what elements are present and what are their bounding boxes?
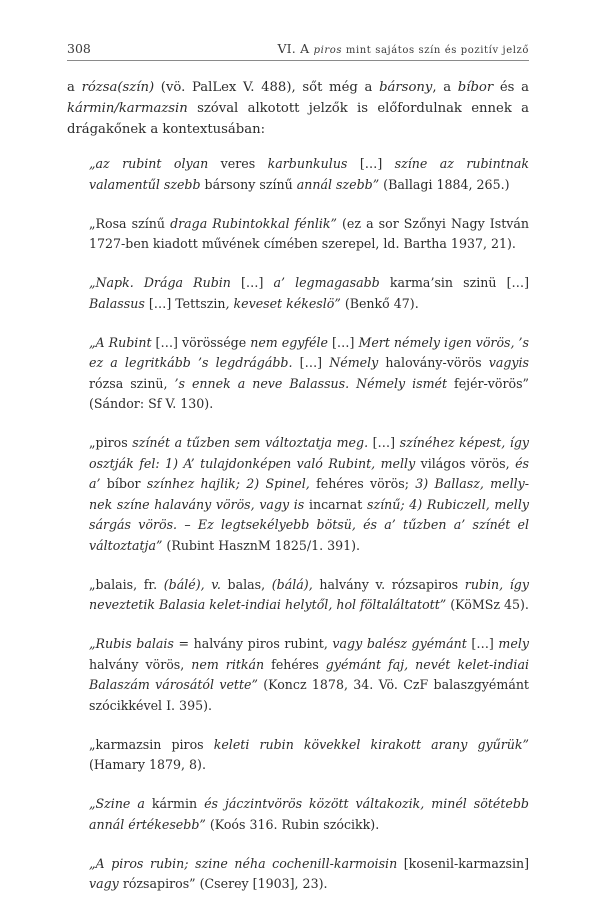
quote-text: (ez a sor Szőnyi Nagy István 1727-ben kiadott művének címében szerepel, ld. Bartha 1937, 21). — [89, 215, 529, 251]
quote-block — [89, 794, 529, 835]
quote-text: vagy — [89, 876, 119, 891]
intro-text: , a — [432, 80, 458, 95]
quote-text: = halvány piros rubint, — [173, 636, 333, 651]
quote-text: a’ legmagasabb — [263, 275, 390, 290]
quote-text: fehéres — [264, 656, 326, 672]
quote-text: „piros — [89, 435, 133, 450]
quote-text: […] vörössége — [155, 334, 251, 350]
quote-text: „Rosa színű — [89, 215, 171, 231]
intro-text: bársony — [379, 80, 433, 95]
quote-text: […] — [496, 275, 529, 290]
quote-text: […] — [327, 334, 359, 350]
intro-text: a — [67, 80, 82, 95]
intro-text: rózsa(szín) — [81, 80, 155, 95]
quote-text: és jáczintvörös között váltakozik, minél sötétebb annál értékesebb” — [89, 796, 529, 832]
quote-text: Tettszin — [175, 295, 226, 311]
quote-text: bíbor — [100, 476, 147, 491]
quote-block — [89, 154, 529, 195]
quote-text: halvány v. rózsapiros — [312, 576, 465, 592]
quote-text: keleti rubin kövekkel kirakott arany gyűrük” — [213, 736, 529, 752]
quote-text: fejér-vörös” (Sándor: Sf V. 130). — [89, 375, 529, 411]
quote-text: […] — [466, 636, 499, 651]
quote-text: „karmazsin piros — [89, 736, 214, 752]
quote-text: „A piros — [89, 855, 150, 871]
chapter-title-part2: mint sajátos szín és pozitív jelző — [342, 45, 529, 56]
quote-text: és a’ — [89, 455, 529, 491]
quote-text: rózsapiros” (Cserey [1903], 23). — [118, 876, 328, 891]
header-rule — [67, 60, 529, 61]
quote-text: színét a tűzben sem változtatja meg. — [132, 435, 369, 450]
quote-block — [89, 854, 529, 895]
quote-text: (Benkő 47). — [340, 295, 419, 311]
quote-text: [kosenil-karmazsin] — [397, 855, 529, 871]
quote-text: (Ballagi 1884, 265.) — [379, 176, 510, 192]
quote-text: „A Rubint — [89, 334, 156, 350]
quote-block — [89, 214, 529, 255]
chapter-title-italic: piros — [313, 45, 343, 56]
quote-text: vagy balész gyémánt — [332, 636, 467, 651]
quote-text: (Koós 316. Rubin szócikk). — [205, 816, 380, 832]
quote-text: színhez hajlik; 2) Spinel, — [146, 476, 310, 491]
quote-text: Balassus — [89, 295, 145, 311]
quote-text: színű; 4) Rubiczell, melly sárgás vörös. – Ez legtsekélyebb bötsü, és a’ tűzben a’ színét el változtatja” — [89, 496, 529, 553]
quote-text: halovány-vörös — [378, 355, 489, 370]
intro-text: bíbor — [457, 80, 494, 95]
quote-text: fehéres vörös; — [309, 476, 416, 491]
quote-text: mely — [498, 636, 529, 651]
quote-text: […] — [359, 156, 383, 171]
quote-text: […] — [368, 435, 400, 450]
quote-text: draga Rubintokkal fénlik” — [170, 215, 337, 231]
quote-text: annál szebb” — [292, 176, 380, 192]
chapter-title — [277, 41, 529, 56]
quote-block — [89, 634, 529, 716]
quote-text: (Hamary 1879, 8). — [89, 757, 206, 772]
quote-text: (KöMSz 45). — [446, 597, 529, 612]
quote-text: „balais, fr. — [89, 576, 164, 592]
quote-text: Mert némely igen vörös, ’s ez a legritkább ’s legdrágább. — [89, 334, 529, 370]
quote-text: Némely — [329, 355, 379, 370]
quote-text: ’s ennek a neve Balassus. Némely ismét — [174, 375, 448, 391]
intro-text: kármin/karmazsin — [67, 101, 188, 116]
quote-list — [67, 154, 529, 895]
quote-text: […] — [144, 295, 176, 311]
quote-text: rubin, így neveztetik Balasia kelet-indiai helytől, hol föltaláltatott” — [89, 576, 529, 612]
page-number: 308 — [67, 41, 91, 56]
quote-text: rubin; szine néha cochenill-karmoisin — [149, 855, 398, 871]
quote-text: (bálé), v. — [163, 576, 221, 592]
quote-text: , keveset kékeslö” — [225, 295, 341, 311]
quote-text: rózsa szinü, — [89, 375, 175, 391]
quote-text: színéhez képest, így osztják fel: 1) A’ tulajdonképen való Rubint, melly — [89, 435, 529, 471]
quote-text: balas, — [220, 576, 272, 592]
quote-text: világos vörös, — [415, 455, 516, 471]
quote-text: […] — [292, 355, 330, 370]
quote-text: karma’sin szinü — [389, 275, 497, 290]
quote-text: nem egyféle — [250, 334, 328, 350]
quote-block — [89, 273, 529, 314]
intro-text: szóval alkotott jelzők is előfordulnak ennek a drágakőnek a kontextusában: — [67, 101, 529, 137]
quote-text: színe az rubintnak valamentűl szebb — [89, 156, 529, 192]
quote-text: vagyis — [488, 355, 529, 370]
page-body — [67, 77, 529, 913]
quote-text: „Rubis balais — [89, 636, 174, 651]
quote-text: incarnat — [304, 496, 368, 512]
quote-text: „Napk. Drága Rubin — [89, 275, 241, 290]
quote-text: nem ritkán — [191, 656, 265, 672]
quote-text: veres — [220, 156, 256, 171]
quote-text: halvány vörös, — [89, 656, 192, 672]
intro-text: (vö. PalLex V. 488), sőt még a — [154, 80, 380, 95]
quote-text: (bálá), — [271, 576, 313, 592]
quote-block — [89, 333, 529, 415]
quote-block — [89, 433, 529, 556]
quote-block — [89, 735, 529, 776]
intro-paragraph — [67, 77, 529, 140]
quote-text: kármin — [144, 796, 205, 811]
quote-text: gyémánt faj, nevét kelet-indiai Balaszám városától vette” — [89, 656, 529, 692]
quote-text: karbunkulus — [255, 156, 360, 171]
chapter-title-part1: VI. A — [277, 41, 314, 56]
quote-text: 3) Ballasz, melly-nek színe halavány vörös, vagy is — [89, 476, 529, 512]
quote-text: „Szine a — [89, 796, 145, 811]
quote-text: „az rubint olyan — [89, 156, 221, 171]
quote-text: (Rubint HasznM 1825/1. 391). — [162, 537, 361, 553]
quote-block — [89, 575, 529, 616]
quote-text: (Koncz 1878, 34. Vö. CzF balaszgyémánt szócikkével I. 395). — [89, 677, 529, 713]
intro-text: és a — [493, 80, 529, 95]
quote-text: bársony színű — [204, 176, 293, 192]
quote-text: […] — [240, 275, 264, 290]
